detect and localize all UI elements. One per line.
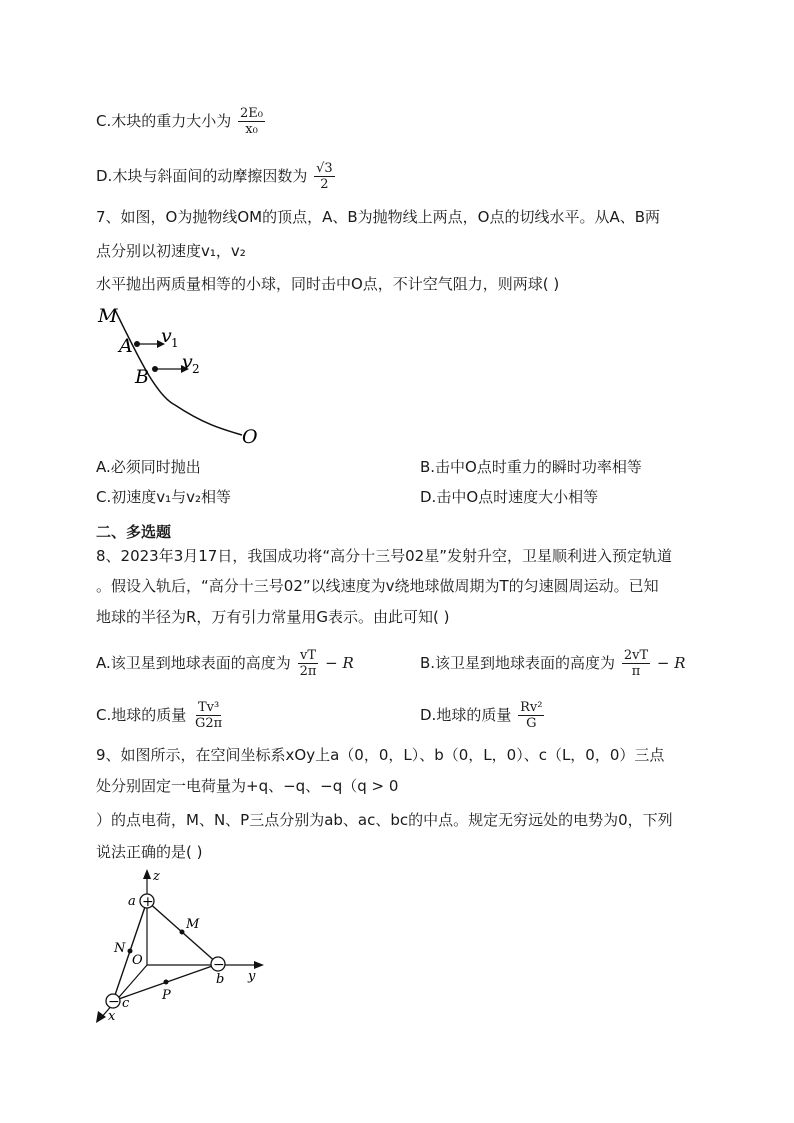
q8-stem-line2: 。假设入轨后，“高分十三号02”以线速度为v绕地球做周期为T的匀速圆周运动。已知: [96, 577, 659, 595]
q7-option-b: B.击中O点时重力的瞬时功率相等: [420, 458, 642, 476]
denominator: π: [631, 664, 641, 679]
numerator: √3: [316, 161, 333, 176]
q7-parabola-figure: [95, 300, 275, 450]
fraction: [518, 700, 544, 731]
q7-stem-line1: 7、如图，O为抛物线OM的顶点，A、B为抛物线上两点，O点的切线水平。从A、B两: [96, 208, 661, 226]
label-x: x: [108, 1009, 116, 1024]
label-m: M: [98, 305, 118, 327]
label-o: O: [132, 953, 143, 968]
section-heading: 二、多选题: [96, 523, 172, 541]
q7-stem-line3: 水平抛出两质量相等的小球，同时击中O点，不计空气阻力，则两球( ): [96, 275, 560, 293]
q8-stem-line1: 8、2023年3月17日，我国成功将“高分十三号02星”发射升空，卫星顺利进入预定轨道: [96, 547, 672, 565]
option-suffix: − R: [656, 654, 686, 672]
label-p: P: [162, 988, 171, 1003]
label-v1-sub: 1: [171, 336, 179, 350]
fraction: [238, 106, 265, 137]
option-text: C.木块的重力大小为: [96, 112, 232, 130]
option-text: B.该卫星到地球表面的高度为: [420, 654, 616, 672]
fraction: [193, 700, 224, 731]
label-v1: v: [161, 325, 172, 347]
option-text: A.该卫星到地球表面的高度为: [96, 654, 291, 672]
point-m: [180, 930, 185, 935]
label-b: B: [135, 366, 149, 388]
fraction: [622, 648, 650, 679]
q7-option-a: A.必须同时抛出: [96, 458, 201, 476]
label-y: y: [248, 969, 256, 984]
numerator: 2E₀: [240, 106, 264, 121]
label-m: M: [186, 917, 200, 932]
label-a: A: [119, 335, 133, 357]
q9-stem-line3: ）的点电荷，M、N、P三点分别为ab、ac、bc的中点。规定无穷远处的电势为0，下列: [96, 811, 673, 829]
q7-option-c: C.初速度v₁与v₂相等: [96, 488, 232, 506]
q8-option-b: [420, 648, 686, 679]
denominator: 2π: [299, 664, 317, 679]
label-v2: v: [182, 351, 193, 373]
label-a: a: [128, 894, 136, 909]
denominator: G: [526, 716, 537, 731]
numerator: Rv²: [520, 700, 543, 715]
q9-stem-line1: 9、如图所示，在空间坐标系xOy上a（0，0，L）、b（0，L，0）、c（L，0，0）三点: [96, 746, 665, 764]
label-b: b: [216, 972, 225, 987]
fraction: [298, 648, 319, 679]
numerator: Tv³: [198, 700, 220, 715]
q7-option-d: D.击中O点时速度大小相等: [420, 488, 599, 506]
charge-b-sign: −: [213, 957, 225, 973]
fraction: [314, 161, 335, 192]
q8-option-c: [96, 700, 226, 731]
q6-option-c: [96, 106, 267, 137]
q9-stem-line2: 处分别固定一电荷量为+q、−q、−q（q > 0: [96, 777, 399, 795]
y-arrow-icon: [254, 961, 264, 969]
z-arrow-icon: [143, 869, 151, 879]
label-c: c: [122, 996, 130, 1011]
q7-stem-line2: 点分别以初速度v₁，v₂: [96, 242, 246, 260]
x-arrow-icon: [96, 1011, 106, 1023]
q8-option-a: [96, 648, 354, 679]
label-n: N: [114, 941, 126, 956]
option-text: C.地球的质量: [96, 706, 187, 724]
denominator: x₀: [245, 122, 258, 137]
numerator: vT: [299, 648, 316, 663]
label-o: O: [242, 426, 258, 448]
charge-c-sign: −: [108, 994, 120, 1010]
label-z: z: [153, 869, 160, 884]
denominator: 2: [320, 177, 329, 192]
option-suffix: − R: [325, 654, 354, 672]
q9-coordinate-figure: [88, 865, 278, 1025]
charge-a-sign: +: [142, 894, 154, 910]
point-p: [164, 980, 169, 985]
label-v2-sub: 2: [192, 362, 200, 376]
option-text: D.地球的质量: [420, 706, 512, 724]
option-text: D.木块与斜面间的动摩擦因数为: [96, 167, 308, 185]
q9-stem-line4: 说法正确的是( ): [96, 843, 203, 861]
q8-option-d: [420, 700, 546, 731]
numerator: 2vT: [623, 648, 649, 663]
q6-option-d: [96, 161, 337, 192]
denominator: G2π: [195, 716, 223, 731]
q8-stem-line3: 地球的半径为R，万有引力常量用G表示。由此可知( ): [96, 608, 450, 626]
